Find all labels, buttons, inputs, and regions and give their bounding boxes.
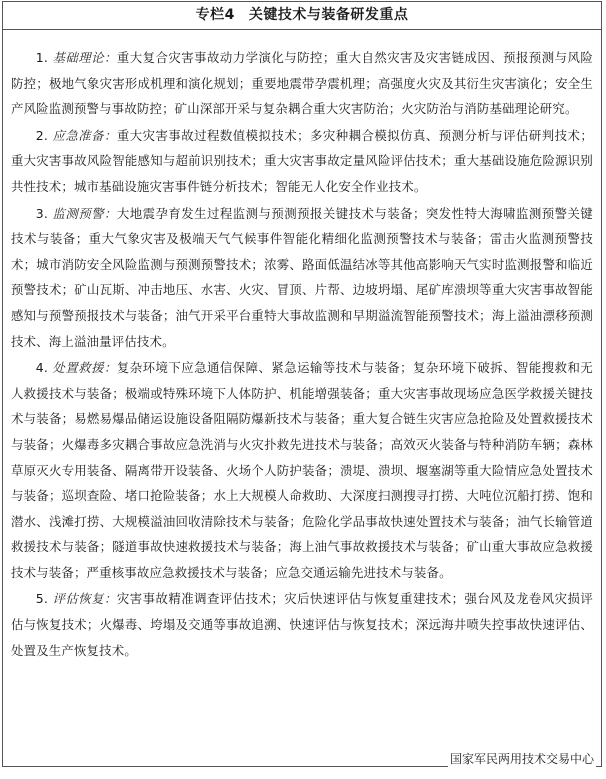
section-basic-theory xyxy=(11,45,593,122)
watermark-text: 国家军民两用技术交易中心 xyxy=(449,752,594,766)
section-label: 基础理论： xyxy=(52,50,117,65)
section-text: 重大灾害事故过程数值模拟技术；多灾种耦合模拟仿真、预测分析与评估研判技术；重大灾害事故风险智能感知与超前识别技术；重大灾害事故定量风险评估技术；重大基础设施危险源识别共性技术；城市基础设施灾害事件链分析技术；智能无人化安全作业技术。 xyxy=(11,127,594,194)
section-label: 评估恢复： xyxy=(52,591,117,607)
section-assessment-recovery xyxy=(11,586,593,663)
section-label: 应急准备： xyxy=(52,127,117,143)
box-title xyxy=(3,2,601,30)
section-emergency-preparedness xyxy=(11,123,593,200)
section-rescue xyxy=(11,355,593,585)
box-content xyxy=(3,30,601,663)
section-monitoring-warning xyxy=(11,201,593,355)
section-number: 5. xyxy=(35,591,49,607)
section-text: 复杂环境下应急通信保障、紧急运输等技术与装备；复杂环境下破拆、智能搜救和无人救援技术与装备；极端或特殊环境下人体防护、机能增强装备；重大灾害事故现场应急医学救援关键技术与装备；易燃易爆品储运设施设备阻隔防爆新技术与装备；重大复合链生灾害应急抢险及处置救援技术与装备；火爆毒多灾耦合事故应急洗消与火灾扑救先进技术与装备；高效灭火装备与特种消防车辆；森林草原灭火专用装备、隔离带开设装备、火场个人防护装备；溃堤、溃坝、堰塞湖等重大险情应急处置技术与装备；巡坝查险、堵口抢险装备；水上大规模人命救助、大深度扫测搜寻打捞、大吨位沉船打捞、饱和潜水、浅滩打捞、大规模溢油回收清除技术与装备；危险化学品事故快速处置技术与装备；油气长输管道救援技术与装备；隧道事故快速救援技术与装备；海上油气事故救援技术与装备；矿山重大事故应急救援技术与装备；严重核事故应急救援技术与装备；应急交通运输先进技术与装备。 xyxy=(11,360,594,580)
box-title-text: 关键技术与装备研发重点 xyxy=(248,7,409,23)
section-number: 1. xyxy=(35,50,49,65)
section-label: 处置救援： xyxy=(52,360,117,376)
section-text: 大地震孕育发生过程监测与预测预报关键技术与装备；突发性特大海啸监测预警关键技术与装备；重大气象灾害及极端天气气候事件智能化精细化监测预警技术与装备；雷击火监测预警技术；城市消防安全风险监测与预测预警技术；浓雾、路面低温结冰等其他高影响天气实时监测报警和临近预警技术；矿山瓦斯、冲击地压、水害、火灾、冒顶、片帮、边坡坍塌、尾矿库溃坝等重大灾害事故智能感知与预警预报技术与装备；油气开采平台重特大事故监测和早期溢流智能预警技术；海上溢油漂移预测技术、海上溢油量评估技术。 xyxy=(11,205,594,349)
section-number: 4. xyxy=(35,360,49,376)
section-text: 重大复合灾害事故动力学演化与防控；重大自然灾害及灾害链成因、预报预测与风险防控；极地气象灾害形成机理和演化规划；重要地震带孕震机理；高强度火灾及其衍生灾害演化；安全生产风险监测预警与事故防控；矿山深部开采与复杂耦合重大灾害防治；火灾防治与消防基础理论研究。 xyxy=(11,50,594,117)
box-title-prefix: 专栏4 xyxy=(195,7,235,23)
section-text: 灾害事故精准调查评估技术；灾后快速评估与恢复重建技术；强台风及龙卷风灾损评估与恢复技术；火爆毒、垮塌及交通等事故追溯、快速评估与恢复技术；深远海井喷失控事故快速评估、处置及生产恢复技术。 xyxy=(11,591,594,658)
section-number: 3. xyxy=(35,205,49,221)
section-label: 监测预警： xyxy=(52,205,117,221)
section-number: 2. xyxy=(35,127,49,143)
feature-box xyxy=(2,1,602,767)
